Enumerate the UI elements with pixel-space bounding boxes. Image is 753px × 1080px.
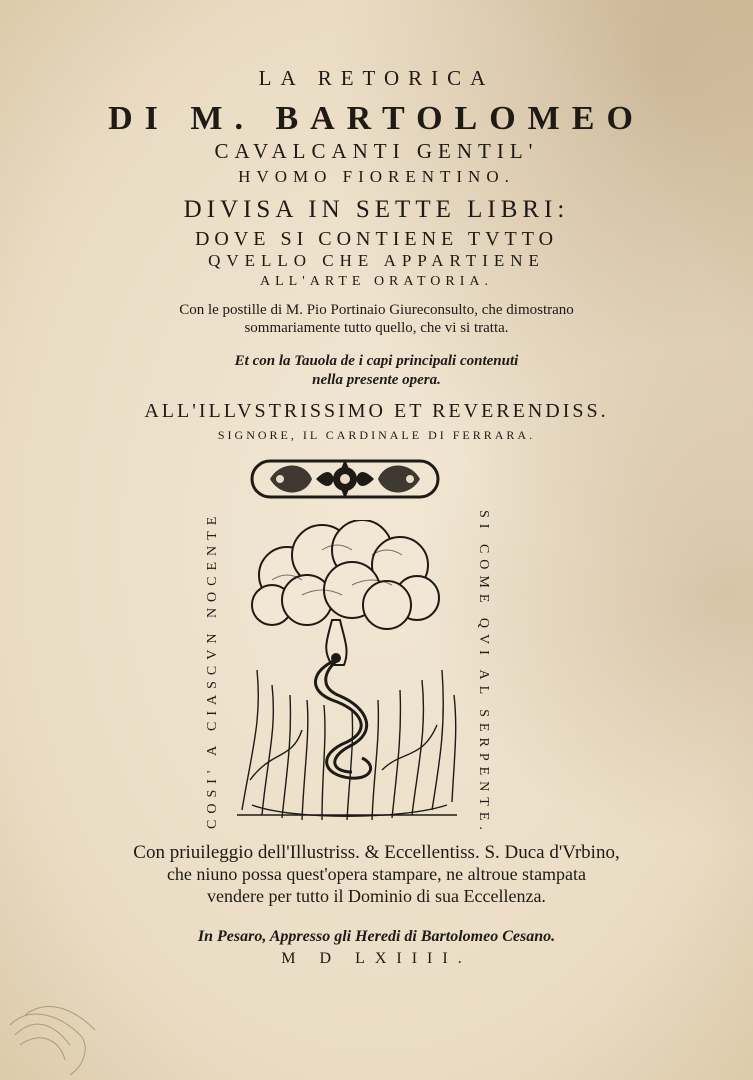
emblem-serpent-fire-icon bbox=[232, 520, 464, 830]
motto-right: SI COME QVI AL SERPENTE. bbox=[476, 510, 491, 836]
contents-line-2: QVELLO CHE APPARTIENE bbox=[208, 251, 545, 270]
stain-mark bbox=[0, 985, 110, 1080]
privilege-line-2: che niuno possa quest'opera stampare, ne altroue stampata bbox=[166, 864, 587, 884]
author-origin-line: HVOMO FIORENTINO. bbox=[238, 167, 515, 186]
author-line: DI M. BARTOLOMEO bbox=[108, 100, 645, 137]
tauola-line-2: nella presente opera. bbox=[312, 372, 441, 388]
date-line: M D LXIIII. bbox=[281, 950, 472, 967]
author-surname-line: CAVALCANTI GENTIL' bbox=[214, 139, 539, 163]
title-line-1: LA RETORICA bbox=[258, 66, 495, 90]
motto-left: COSI' A CIASCVN NOCENTE bbox=[205, 510, 220, 829]
postille-line-2: sommariamente tutto quello, che vi si tratta. bbox=[244, 320, 509, 336]
tauola-line-1: Et con la Tauola de i capi principali contenuti bbox=[234, 353, 519, 369]
imprint-line: In Pesaro, Appresso gli Heredi di Bartolomeo Cesano. bbox=[197, 928, 556, 945]
contents-line-3: ALL'ARTE ORATORIA. bbox=[260, 274, 493, 289]
privilege-line-3: vendere per tutto il Dominio di sua Eccellenza. bbox=[207, 886, 546, 906]
ornament-icon bbox=[250, 455, 440, 503]
dedication-line-2: SIGNORE, IL CARDINALE DI FERRARA. bbox=[217, 428, 536, 442]
division-line: DIVISA IN SETTE LIBRI: bbox=[183, 196, 570, 223]
dedication-line-1: ALL'ILLVSTRISSIMO ET REVERENDISS. bbox=[144, 400, 609, 422]
contents-line-1: DOVE SI CONTIENE TVTTO bbox=[194, 228, 559, 250]
postille-line-1: Con le postille di M. Pio Portinaio Giureconsulto, che dimostrano bbox=[179, 302, 574, 318]
privilege-line-1: Con priuileggio dell'Illustriss. & Eccellentiss. S. Duca d'Vrbino, bbox=[133, 842, 620, 863]
